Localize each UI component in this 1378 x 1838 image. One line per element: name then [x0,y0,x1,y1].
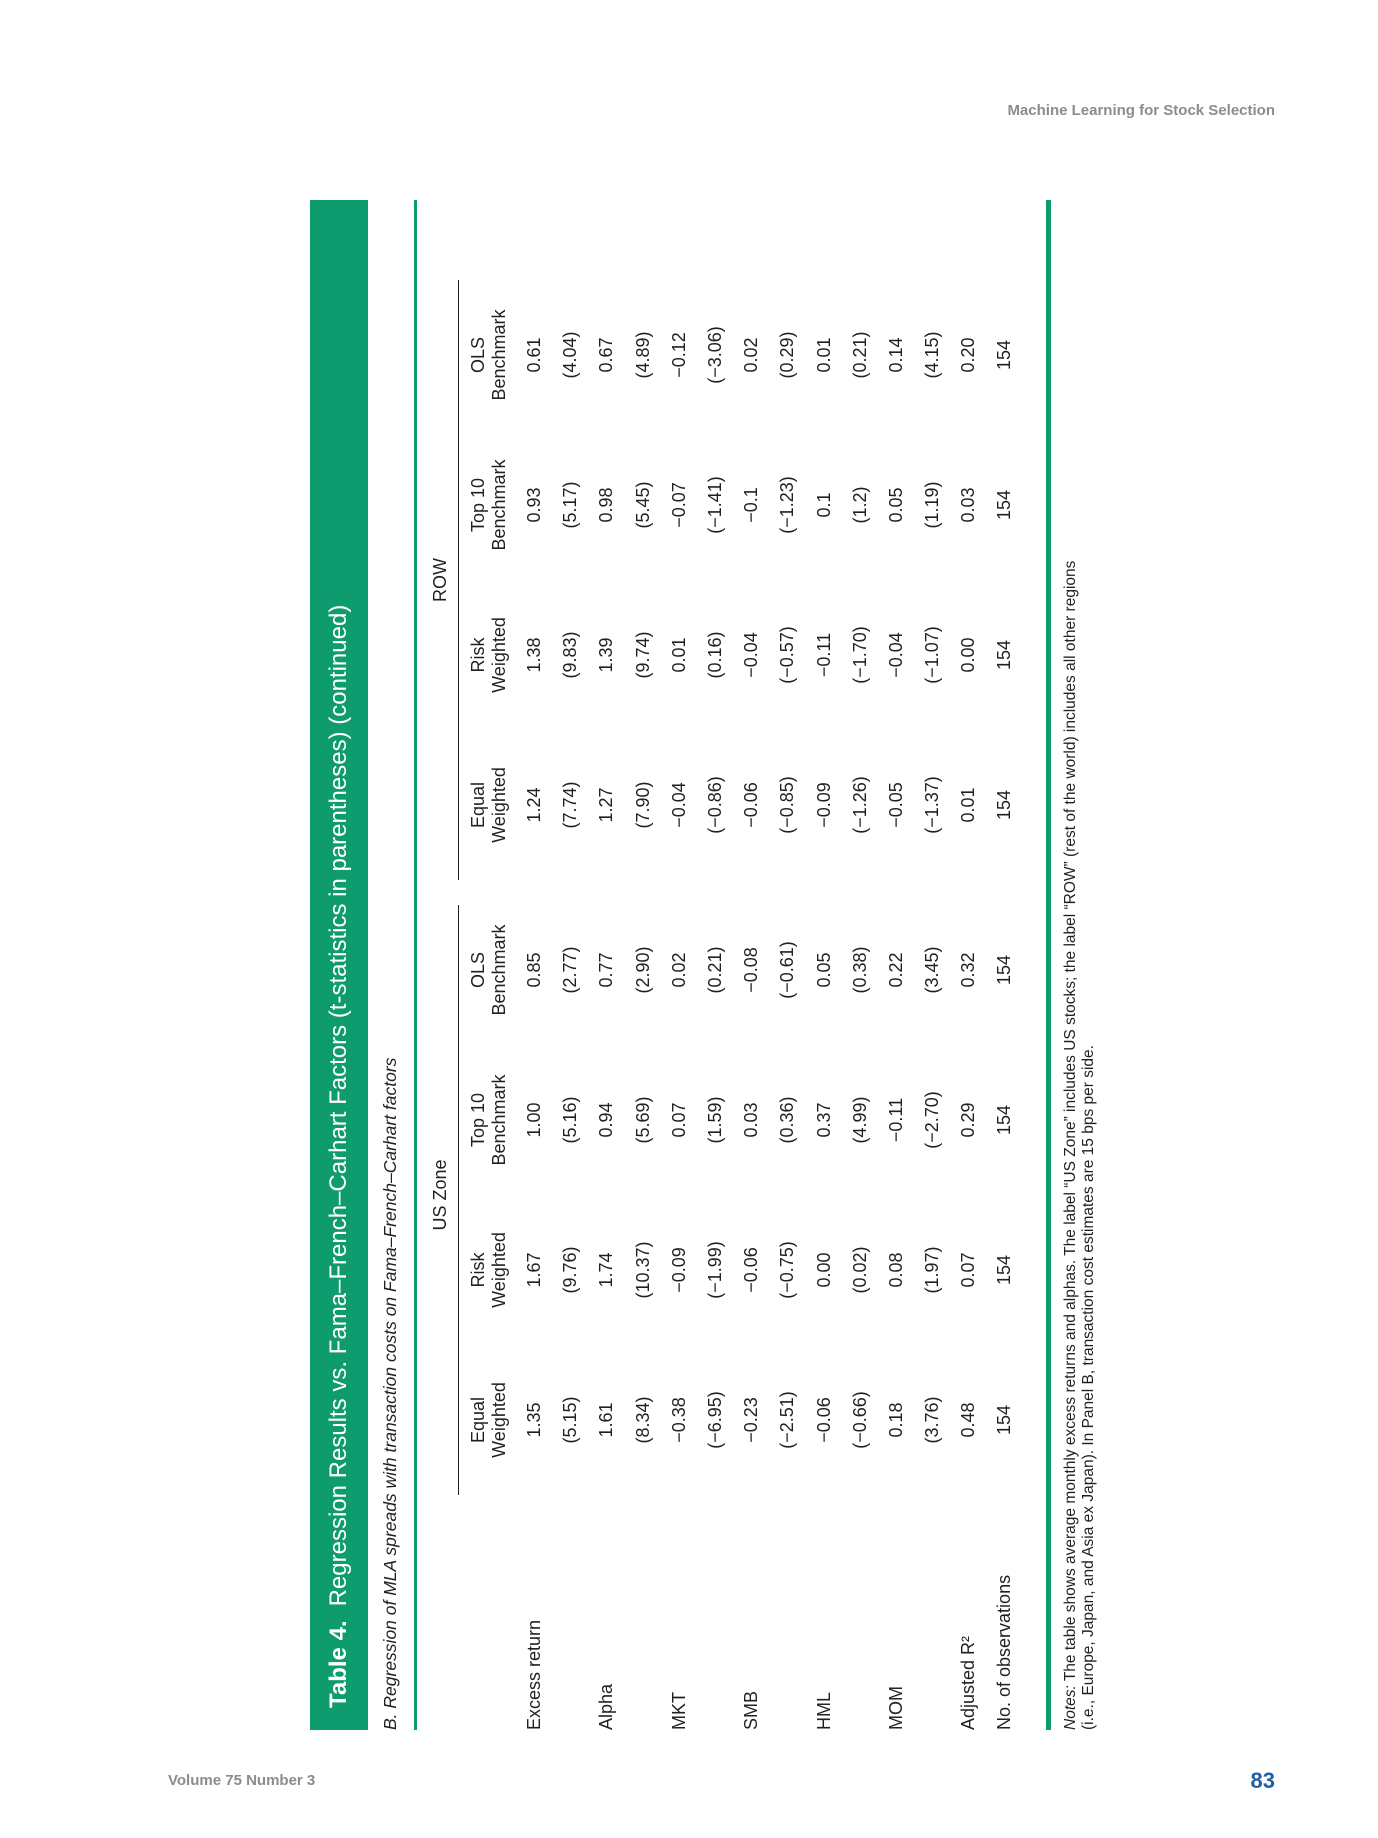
column-header-line: Top 10 [468,477,488,533]
row-label: Alpha [596,1683,617,1730]
table-cell: 0.14 [885,337,906,373]
table-cell: 0.48 [958,1402,979,1438]
table-cell: (−0.86) [704,776,725,834]
row-label: MKT [668,1692,689,1730]
table-cell: 154 [994,489,1015,521]
table-title: Regression Results vs. Fama–French–Carhart Factors (t-statistics in parentheses) (continued) [325,604,352,1607]
table-cell: −0.1 [741,487,762,523]
table-4 [310,200,1097,1730]
table-cell: 154 [994,1404,1015,1436]
table-cell: (−1.70) [849,626,870,684]
column-header-line: Benchmark [489,1074,509,1166]
column-header-line: Equal [468,1396,488,1444]
table-cell: 0.02 [668,952,689,988]
table-row [958,200,994,1730]
table-cell: 0.61 [524,337,544,373]
column-header [468,895,510,1045]
table-cell: 0.18 [885,1402,906,1438]
table-cell: (−0.75) [777,1241,798,1299]
table-row [850,200,886,1730]
table-cell: 1.24 [524,787,544,823]
table-cell: 0.94 [596,1102,617,1138]
notes-line-2: (i.e., Europe, Japan, and Asia ex Japan). In Panel B, transaction cost estimates are 15 bps per side. [1080,1045,1097,1730]
table-cell: 0.01 [958,787,979,823]
table-cell: (−1.41) [704,476,725,534]
column-header-line: Top 10 [468,1092,488,1148]
table-cell: (1.97) [922,1246,943,1294]
row-label: Adjusted R² [958,1635,979,1730]
table-cell: (1.19) [922,481,943,529]
table-cell: (−2.51) [777,1391,798,1449]
table-cell: (1.2) [849,486,870,524]
column-header [468,1045,510,1195]
table-row [705,200,741,1730]
column-header [468,430,510,580]
column-header-line: OLS [468,951,488,989]
table-cell: (10.37) [632,1241,653,1299]
journal-footer: Volume 75 Number 3 [168,1772,316,1789]
table-cell: −0.04 [668,782,689,828]
table-cell: (5.45) [632,481,653,529]
table-cell: −0.38 [668,1397,689,1443]
column-header-line: Benchmark [489,309,509,401]
table-cell: (−1.23) [777,476,798,534]
column-header-line: Risk [468,637,488,673]
table-cell: (9.83) [560,631,581,679]
table-cell: (−0.85) [777,776,798,834]
table-cell: (−1.07) [922,626,943,684]
table-cell: (2.77) [560,946,581,994]
table-cell: (5.17) [560,481,581,529]
table-cell: 154 [994,789,1015,821]
column-header [468,280,510,430]
table-cell: 0.07 [958,1252,979,1288]
table-title-bar [310,200,368,1730]
column-header-line: Benchmark [489,924,509,1016]
table-cell: −0.11 [885,1097,906,1143]
table-cell: 0.37 [813,1102,834,1138]
table-cell: (7.90) [632,781,653,829]
table-cell: 1.74 [596,1252,617,1288]
table-row [922,200,958,1730]
table-cell: (0.36) [777,1096,798,1144]
table-cell: (5.15) [560,1396,581,1444]
table-row [994,200,1030,1730]
table-row [633,200,669,1730]
table-cell: (7.74) [560,781,581,829]
table-top-rule [414,200,417,1730]
table-row [596,200,632,1730]
column-header [468,580,510,730]
table-cell: 1.35 [524,1402,544,1438]
table-cell: 0.67 [596,337,617,373]
row-label: MOM [885,1686,906,1730]
row-label: HML [813,1691,834,1730]
table-cell: (4.04) [560,331,581,379]
table-cell: (−0.66) [849,1391,870,1449]
table-cell: −0.08 [741,947,762,993]
table-cell: 1.67 [524,1252,544,1288]
group-label-us-zone: US Zone [430,1159,450,1231]
table-cell: (5.16) [560,1096,581,1144]
table-cell: (8.34) [632,1396,653,1444]
table-number: Table 4. [325,1620,352,1708]
table-cell: (4.15) [922,331,943,379]
table-cell: (4.89) [632,331,653,379]
table-cell: 154 [994,1254,1015,1286]
notes-text-1: The table shows average monthly excess returns and alphas. The label “US Zone” includes US stocks; the label “ROW” (rest of the world) includes all other regions [1062,560,1079,1682]
table-cell: 0.77 [596,952,617,988]
row-label: SMB [741,1690,762,1730]
table-cell: (9.76) [560,1246,581,1294]
table-cell: 1.39 [596,637,617,673]
column-header-line: Weighted [489,767,509,843]
table-cell: (0.21) [849,331,870,379]
table-cell: −0.06 [741,782,762,828]
column-header-line: Weighted [489,1232,509,1308]
table-cell: 0.07 [668,1102,689,1138]
table-cell: 0.98 [596,487,617,523]
panel-subtitle: B. Regression of MLA spreads with transaction costs on Fama–French–Carhart factors [380,1057,400,1730]
table-cell: 0.02 [741,337,762,373]
table-cell: −0.12 [668,332,689,378]
group-rule-us-zone [458,905,459,1495]
table-cell: −0.04 [741,632,762,678]
notes-label: Notes: [1062,1685,1079,1730]
table-cell: (5.69) [632,1096,653,1144]
table-cell: 0.05 [885,487,906,523]
table-cell: (−1.26) [849,776,870,834]
table-cell: (−2.70) [922,1091,943,1149]
table-cell: 0.01 [813,337,834,373]
table-cell: 0.03 [958,487,979,523]
page-number: 83 [1250,1768,1275,1793]
running-head: Machine Learning for Stock Selection [1007,102,1275,119]
table-cell: (4.99) [849,1096,870,1144]
column-header-line: Benchmark [489,459,509,551]
table-bottom-rule [1046,200,1051,1730]
table-cell: 0.22 [885,952,906,988]
table-cell: 0.00 [958,637,979,673]
table-cell: −0.11 [813,632,834,678]
notes-line-1 [1062,200,1080,1730]
table-cell: 0.85 [524,952,544,988]
group-rule-row [458,280,459,880]
table-cell: (9.74) [632,631,653,679]
table-cell: 154 [994,1104,1015,1136]
table-row [886,200,922,1730]
table-cell: (−6.95) [704,1391,725,1449]
table-cell: (−3.06) [704,326,725,384]
group-label-row: ROW [430,558,450,602]
table-cell: (2.90) [632,946,653,994]
table-cell: 0.29 [958,1102,979,1138]
row-label: Excess return [524,1619,544,1730]
table-cell: 0.32 [958,952,979,988]
table-cell: 0.03 [741,1102,762,1138]
table-cell: 0.1 [813,492,834,518]
table-cell: −0.09 [813,782,834,828]
table-cell: −0.06 [813,1397,834,1443]
table-notes [1062,200,1098,1730]
table-row [560,200,596,1730]
table-cell: (0.02) [849,1246,870,1294]
table-cell: 0.93 [524,487,544,523]
table-cell: (−1.37) [922,776,943,834]
table-cell: (3.45) [922,946,943,994]
column-header-line: OLS [468,336,488,374]
table-cell: (0.16) [704,631,725,679]
table-row [524,200,560,1730]
table-cell: 0.00 [813,1252,834,1288]
table-cell: 1.27 [596,787,617,823]
table-cell: (−0.57) [777,626,798,684]
table-cell: 1.38 [524,637,544,673]
table-cell: (3.76) [922,1396,943,1444]
table-cell: 154 [994,639,1015,671]
table-cell: (0.29) [777,331,798,379]
table-cell: −0.09 [668,1247,689,1293]
table-cell: 154 [994,339,1015,371]
table-cell: −0.07 [668,482,689,528]
table-cell: −0.04 [885,632,906,678]
table-cell: 0.20 [958,337,979,373]
column-header [468,730,510,880]
column-header [468,1345,510,1495]
column-header-line: Weighted [489,1382,509,1458]
table-cell: (−1.99) [704,1241,725,1299]
table-row [669,200,705,1730]
column-header-line: Weighted [489,617,509,693]
column-header-line: Equal [468,781,488,829]
table-cell: 0.01 [668,637,689,673]
row-label: No. of observations [994,1574,1015,1730]
table-cell: −0.05 [885,782,906,828]
table-cell: −0.23 [741,1397,762,1443]
column-header-line: Risk [468,1252,488,1288]
table-cell: (−0.61) [777,941,798,999]
table-cell: (1.59) [704,1096,725,1144]
table-row [777,200,813,1730]
table-cell: 1.61 [596,1402,617,1438]
table-row [741,200,777,1730]
table-row [814,200,850,1730]
column-header [468,1195,510,1345]
table-body [524,200,1031,1730]
table-cell: 0.08 [885,1252,906,1288]
table-cell: 154 [994,954,1015,986]
table-cell: 1.00 [524,1102,544,1138]
table-cell: 0.05 [813,952,834,988]
table-cell: −0.06 [741,1247,762,1293]
table-cell: (0.38) [849,946,870,994]
table-cell: (0.21) [704,946,725,994]
